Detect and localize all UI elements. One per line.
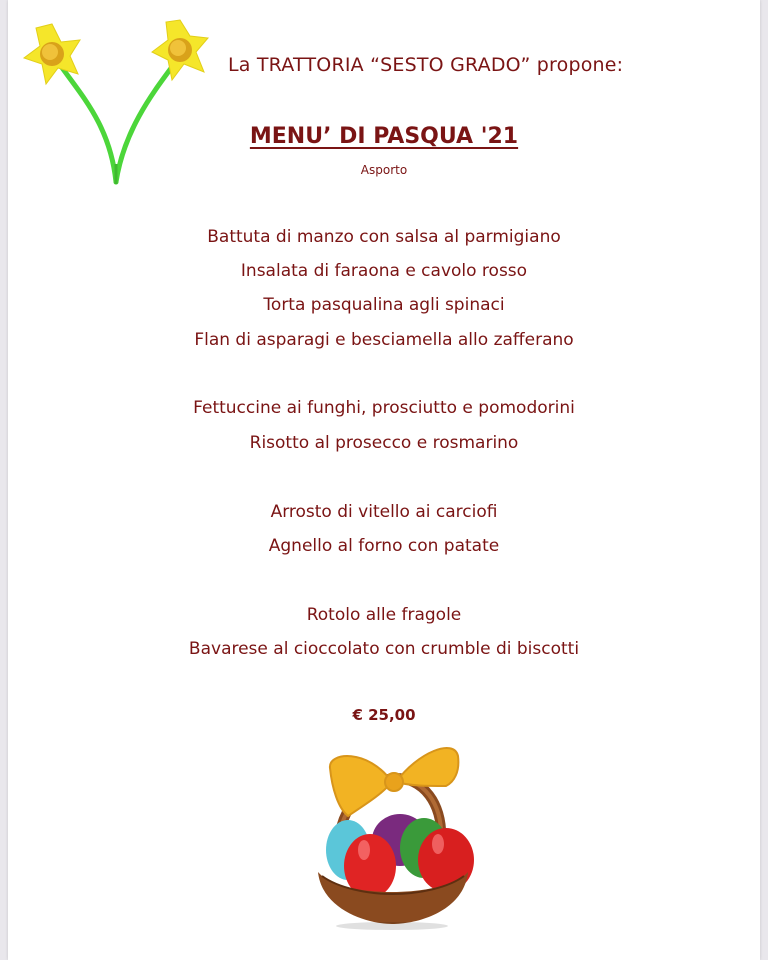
dish-item: Bavarese al cioccolato con crumble di biscotti: [188, 639, 580, 659]
dish-item: Risotto al prosecco e rosmarino: [249, 433, 519, 453]
dish-item: Fettuccine ai funghi, prosciutto e pomodorini: [193, 398, 575, 418]
dish-item: Battuta di manzo con salsa al parmigiano: [207, 227, 561, 247]
menu-page: [8, 0, 760, 960]
dish-item: Insalata di faraona e cavolo rosso: [240, 261, 528, 281]
dish-item: Torta pasqualina agli spinaci: [263, 295, 505, 315]
dish-item: Rotolo alle fragole: [306, 605, 462, 625]
dish-item: Arrosto di vitello ai carciofi: [270, 502, 498, 522]
dish-item: Agnello al forno con patate: [268, 536, 500, 556]
menu-price: € 25,00: [352, 706, 416, 724]
easter-basket-icon: [308, 738, 476, 930]
restaurant-intro: La TRATTORIA “SESTO GRADO” propone:: [228, 54, 624, 76]
menu-subtitle: Asporto: [360, 163, 408, 177]
dish-item: Flan di asparagi e besciamella allo zafferano: [194, 330, 574, 350]
menu-title: MENU’ DI PASQUA '21: [249, 124, 519, 149]
